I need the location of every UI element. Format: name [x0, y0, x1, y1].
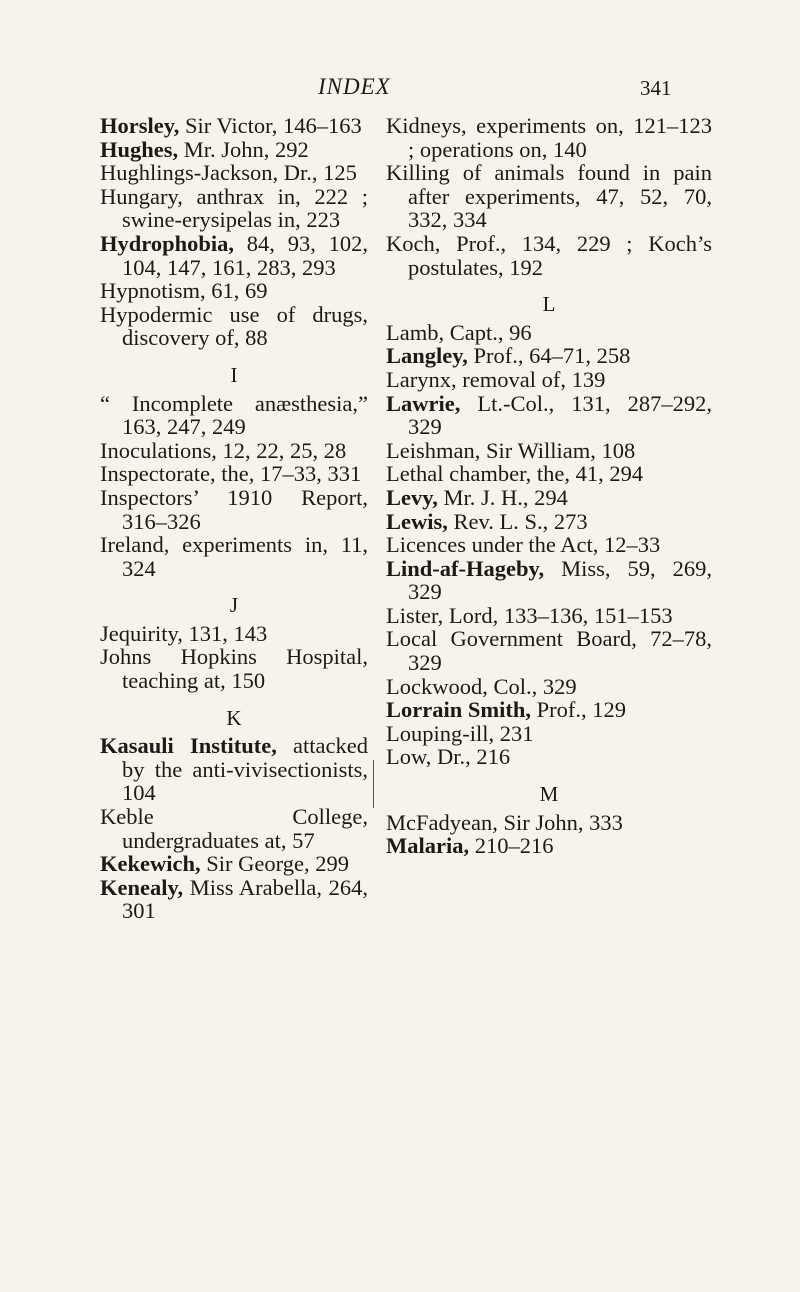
entry-text: experiments on, 121–123 ; operations on, 140	[408, 113, 712, 162]
index-entry	[100, 138, 368, 162]
index-entry	[100, 114, 368, 138]
entry-text: chamber, the, 41, 294	[443, 461, 644, 487]
index-entry	[386, 811, 712, 835]
entry-heading: Killing	[386, 160, 450, 186]
entry-heading: Langley,	[386, 343, 468, 369]
index-entry	[386, 675, 712, 699]
index-entry	[386, 321, 712, 345]
index-entry	[386, 627, 712, 674]
entry-heading: Koch,	[386, 230, 441, 256]
entry-text: anthrax in, 222 ; swine-erysipelas in, 223	[122, 183, 368, 233]
entry-heading: Horsley,	[100, 113, 180, 138]
index-entry	[100, 161, 368, 185]
index-entry	[100, 645, 368, 692]
entry-heading: Lind-af-Hageby,	[386, 555, 545, 581]
entry-heading: Inspectors’	[100, 484, 199, 510]
entry-text: 12, 22, 25, 28	[216, 437, 347, 463]
index-entry	[386, 604, 712, 628]
page-number: 341	[640, 76, 672, 100]
page-header	[0, 74, 800, 114]
section-letter: I	[230, 362, 238, 387]
index-entry	[386, 557, 712, 604]
column-rule	[373, 760, 374, 808]
entry-text: 84, 93, 102, 104, 147, 161, 283, 293	[122, 230, 368, 280]
index-entry	[100, 852, 368, 876]
entry-heading: Kasauli Institute,	[100, 733, 277, 759]
index-entry	[386, 722, 712, 746]
entry-heading: Lockwood,	[386, 673, 488, 699]
entry-text: 72–78, 329	[408, 626, 713, 676]
entry-heading: Kenealy,	[100, 874, 184, 900]
entry-text: Dr., 216	[431, 744, 511, 770]
entry-heading: Hughlings-Jackson,	[100, 160, 279, 186]
index-entry	[100, 303, 368, 350]
entry-heading: Inoculations,	[100, 437, 217, 463]
index-entry	[386, 486, 712, 510]
index-entry	[100, 185, 368, 232]
section-letter: K	[226, 705, 242, 730]
entry-text: teaching at, 150	[122, 668, 266, 694]
entry-text: Mr. J. H., 294	[437, 484, 568, 510]
entry-text: Dr., 125	[278, 160, 357, 186]
entry-heading: Louping-ill,	[386, 720, 495, 746]
entry-heading: Jequirity,	[100, 620, 183, 646]
entry-heading: Hungary,	[100, 183, 183, 209]
index-entry	[386, 462, 712, 486]
index-entry	[100, 462, 368, 486]
index-entry	[386, 834, 712, 858]
index-entry	[100, 622, 368, 646]
entry-heading: Lethal	[386, 461, 444, 487]
entry-text: Lord, 133–136, 151–153	[443, 602, 673, 628]
entry-heading: Lawrie,	[386, 390, 461, 416]
entry-heading: Lewis,	[386, 508, 448, 534]
entry-text: Col., 329	[487, 673, 577, 699]
section-letter: M	[539, 782, 559, 807]
index-entry	[100, 533, 368, 580]
entry-heading: Larynx,	[386, 366, 457, 392]
entry-heading: Low,	[386, 744, 432, 770]
index-column-right	[386, 114, 712, 858]
entry-text: Miss Arabella, 264, 301	[122, 874, 368, 924]
entry-heading: Hypodermic	[100, 301, 213, 327]
entry-text: Lt.-Col., 131, 287–292, 329	[408, 390, 712, 440]
index-entry	[100, 876, 368, 923]
entry-heading: Inspectorate,	[100, 461, 216, 487]
entry-heading: Kekewich,	[100, 851, 201, 877]
entry-text: under the Act, 12–33	[465, 532, 661, 558]
index-entry	[100, 279, 368, 303]
entry-text: 231	[494, 720, 534, 746]
entry-heading: Kidneys,	[386, 113, 467, 138]
entry-heading: Hughes,	[100, 136, 179, 162]
entry-text: Prof., 129	[531, 697, 627, 723]
entry-text: of animals found in pain after experiments, 47, 52, 70, 332, 334	[408, 160, 712, 233]
entry-text: undergraduates at, 57	[122, 827, 315, 853]
entry-text: Prof., 134, 229 ; Koch’s postulates, 192	[408, 230, 712, 280]
entry-heading: Keble College,	[100, 804, 368, 830]
index-entry	[386, 344, 712, 368]
entry-text: 131, 143	[182, 620, 268, 646]
index-entry	[386, 533, 712, 557]
entry-heading: Lorrain Smith,	[386, 697, 532, 723]
entry-text: removal of, 139	[456, 366, 606, 392]
entry-text: 1910 Report, 316–326	[122, 484, 368, 534]
entry-text: Sir William, 108	[480, 437, 636, 463]
section-letter: J	[229, 593, 239, 618]
index-entry	[386, 392, 712, 439]
index-entry	[100, 805, 368, 852]
entry-text: use of drugs, discovery of, 88	[122, 301, 368, 351]
entry-heading: Johns Hopkins Hospital,	[100, 644, 368, 670]
entry-text: Prof., 64–71, 258	[467, 343, 631, 369]
entry-text: 61, 69	[205, 278, 268, 304]
index-entry	[100, 734, 368, 805]
entry-heading: Leishman,	[386, 437, 481, 463]
running-head: INDEX	[318, 74, 391, 99]
entry-heading: “ Incomplete anæsthesia,”	[100, 390, 368, 416]
index-entry	[100, 439, 368, 463]
entry-text: Sir George, 299	[200, 851, 349, 877]
entry-text: Sir John, 333	[497, 809, 623, 835]
entry-text: Miss, 59, 269, 329	[408, 555, 712, 605]
section-letter: L	[542, 292, 556, 317]
entry-heading: Malaria,	[386, 833, 470, 859]
index-entry	[386, 439, 712, 463]
index-entry	[386, 745, 712, 769]
entry-text: the, 17–33, 331	[215, 461, 362, 487]
entry-heading: Levy,	[386, 484, 438, 510]
entry-heading: Local Government Board,	[386, 626, 637, 652]
index-entry	[100, 486, 368, 533]
index-entry	[386, 510, 712, 534]
entry-text: Sir Victor, 146–163	[179, 113, 362, 138]
index-entry	[386, 232, 712, 279]
entry-heading: Licences	[386, 532, 466, 558]
entry-text: Mr. John, 292	[178, 136, 309, 162]
index-entry	[100, 392, 368, 439]
entry-heading: McFadyean,	[386, 809, 498, 835]
index-entry	[386, 114, 712, 161]
index-entry	[386, 368, 712, 392]
index-column-left	[100, 114, 368, 923]
entry-heading: Hydrophobia,	[100, 230, 235, 256]
index-entry	[386, 698, 712, 722]
entry-text: 210–216	[469, 833, 554, 859]
entry-heading: Lamb,	[386, 319, 445, 345]
entry-heading: Hypnotism,	[100, 278, 206, 304]
entry-text: Capt., 96	[444, 319, 532, 345]
entry-text: experiments in, 11, 324	[122, 532, 368, 581]
entry-heading: Ireland,	[100, 532, 170, 558]
entry-text: attacked by the anti-vivisectionists, 104	[122, 733, 369, 806]
entry-text: 163, 247, 249	[122, 414, 246, 440]
index-entry	[386, 161, 712, 232]
entry-heading: Lister,	[386, 602, 444, 628]
index-entry	[100, 232, 368, 279]
entry-text: Rev. L. S., 273	[447, 508, 588, 534]
